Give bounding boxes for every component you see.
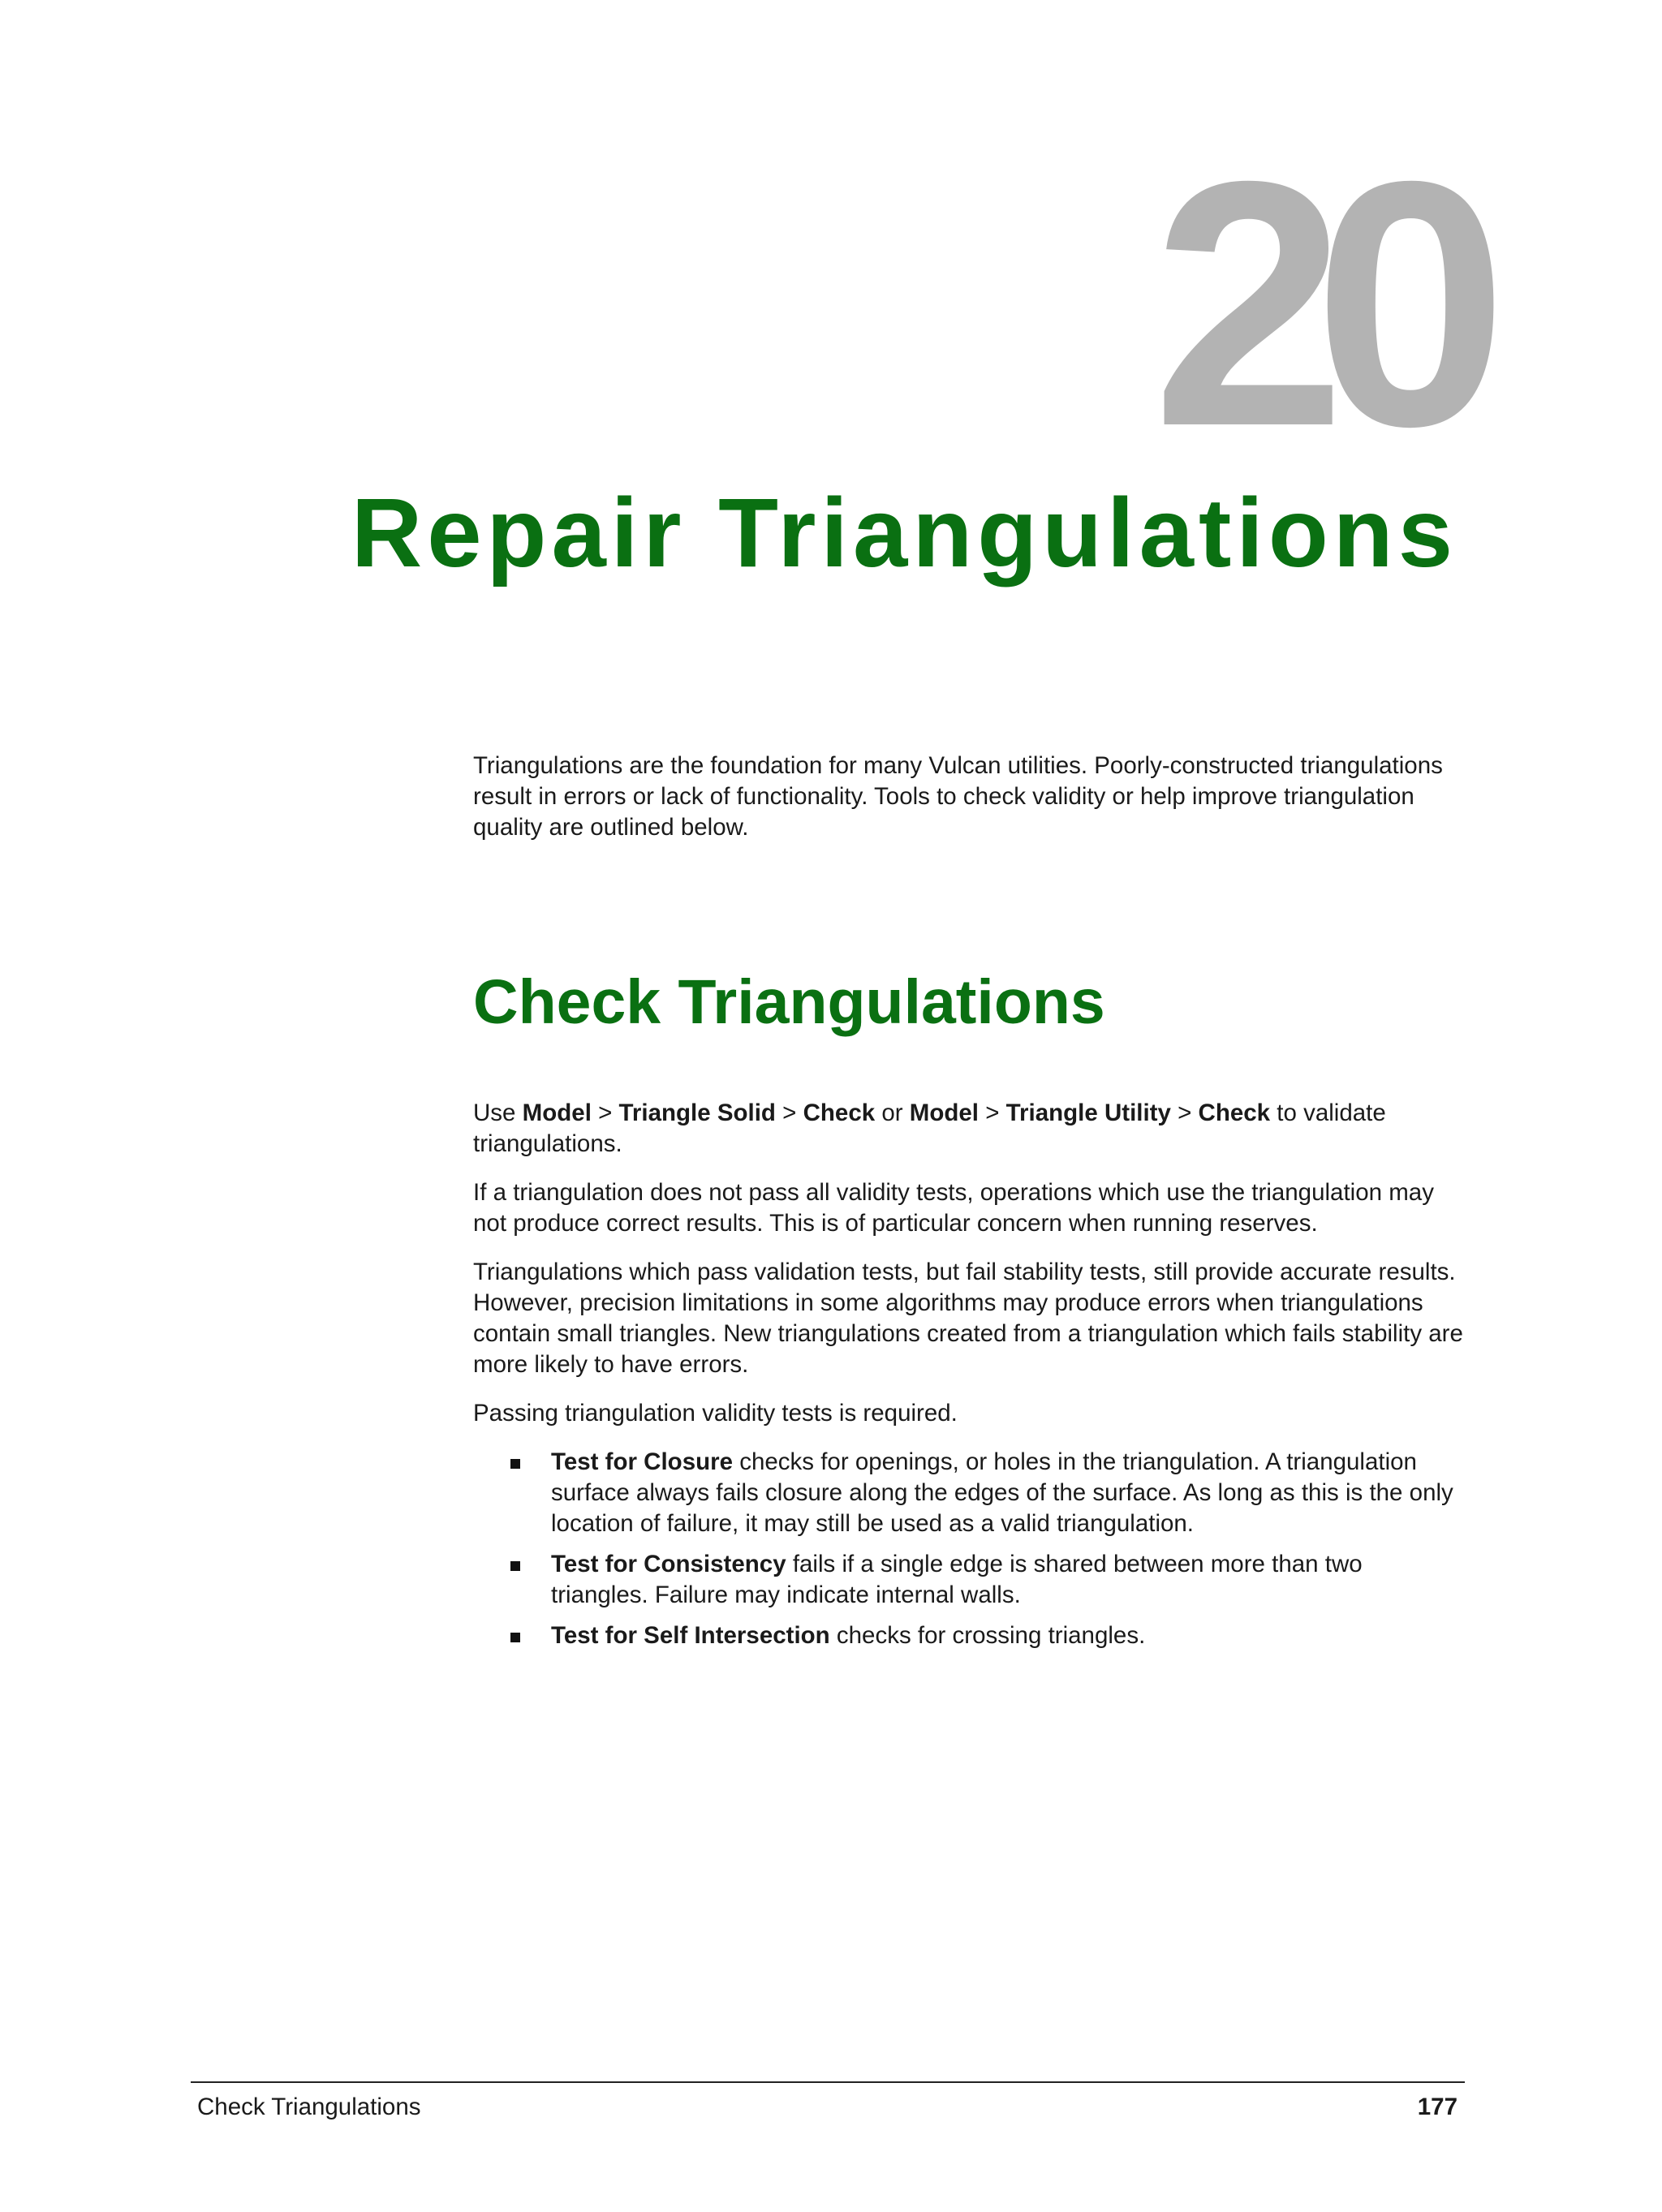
square-bullet-icon — [510, 1459, 520, 1469]
menu-separator: > — [1178, 1099, 1192, 1126]
bullet-text: fails if a single edge is shared between more than two triangles. Failure may indicate internal walls. — [551, 1550, 1363, 1608]
list-item — [551, 1447, 1463, 1539]
bullet-term: Test for Consistency — [551, 1550, 786, 1577]
menu-check-1: Check — [803, 1099, 876, 1126]
or-word: or — [881, 1099, 903, 1126]
chapter-title: Repair Triangulations — [351, 477, 1457, 587]
menu-triangle-utility: Triangle Utility — [1005, 1099, 1171, 1126]
footer-divider — [191, 2081, 1465, 2083]
menu-check-2: Check — [1198, 1099, 1271, 1126]
square-bullet-icon — [510, 1633, 520, 1642]
menu-sentence-tail: to validate triangulations. — [473, 1099, 1386, 1157]
validity-paragraph: If a triangulation does not pass all validity tests, operations which use the triangulation may not produce correct results. This is of particular concern when running reserves. — [473, 1178, 1434, 1237]
menu-model-1: Model — [522, 1099, 592, 1126]
stability-paragraph: Triangulations which pass validation tests, but fail stability tests, still provide accurate results. However, precision limitations in some algorithms may produce errors when triangulations contain small triangles. New triangulations created from a triangulation which fails stability are more likely to have errors. — [473, 1258, 1463, 1378]
chapter-number: 20 — [1152, 110, 1475, 499]
menu-separator: > — [598, 1099, 613, 1126]
menu-model-2: Model — [909, 1099, 979, 1126]
bullet-term: Test for Closure — [551, 1448, 734, 1475]
square-bullet-icon — [510, 1561, 520, 1571]
bullet-text: checks for crossing triangles. — [836, 1621, 1146, 1649]
menu-separator: > — [985, 1099, 1000, 1126]
footer-section-name: Check Triangulations — [197, 2094, 421, 2120]
menu-triangle-solid: Triangle Solid — [618, 1099, 776, 1126]
required-paragraph: Passing triangulation validity tests is required. — [473, 1399, 958, 1427]
section-title: Check Triangulations — [473, 967, 1105, 1037]
menu-separator: > — [782, 1099, 797, 1126]
list-item — [551, 1549, 1463, 1611]
bullet-term: Test for Self Intersection — [551, 1621, 830, 1649]
list-item — [551, 1620, 1463, 1651]
use-word: Use — [473, 1099, 516, 1126]
menu-path-paragraph — [473, 1098, 1463, 1160]
bullet-text: checks for openings, or holes in the triangulation. A triangulation surface always fails closure along the edges of the surface. As long as this is the only location of failure, it may still be used as a valid triangulation. — [551, 1448, 1453, 1537]
main-content — [473, 751, 1463, 1661]
intro-paragraph: Triangulations are the foundation for many Vulcan utilities. Poorly-constructed triangulations result in errors or lack of functionality. Tools to check validity or help improve triangulation quality are outlined below. — [473, 752, 1443, 841]
page-number: 177 — [1417, 2094, 1457, 2120]
test-list — [473, 1447, 1463, 1651]
